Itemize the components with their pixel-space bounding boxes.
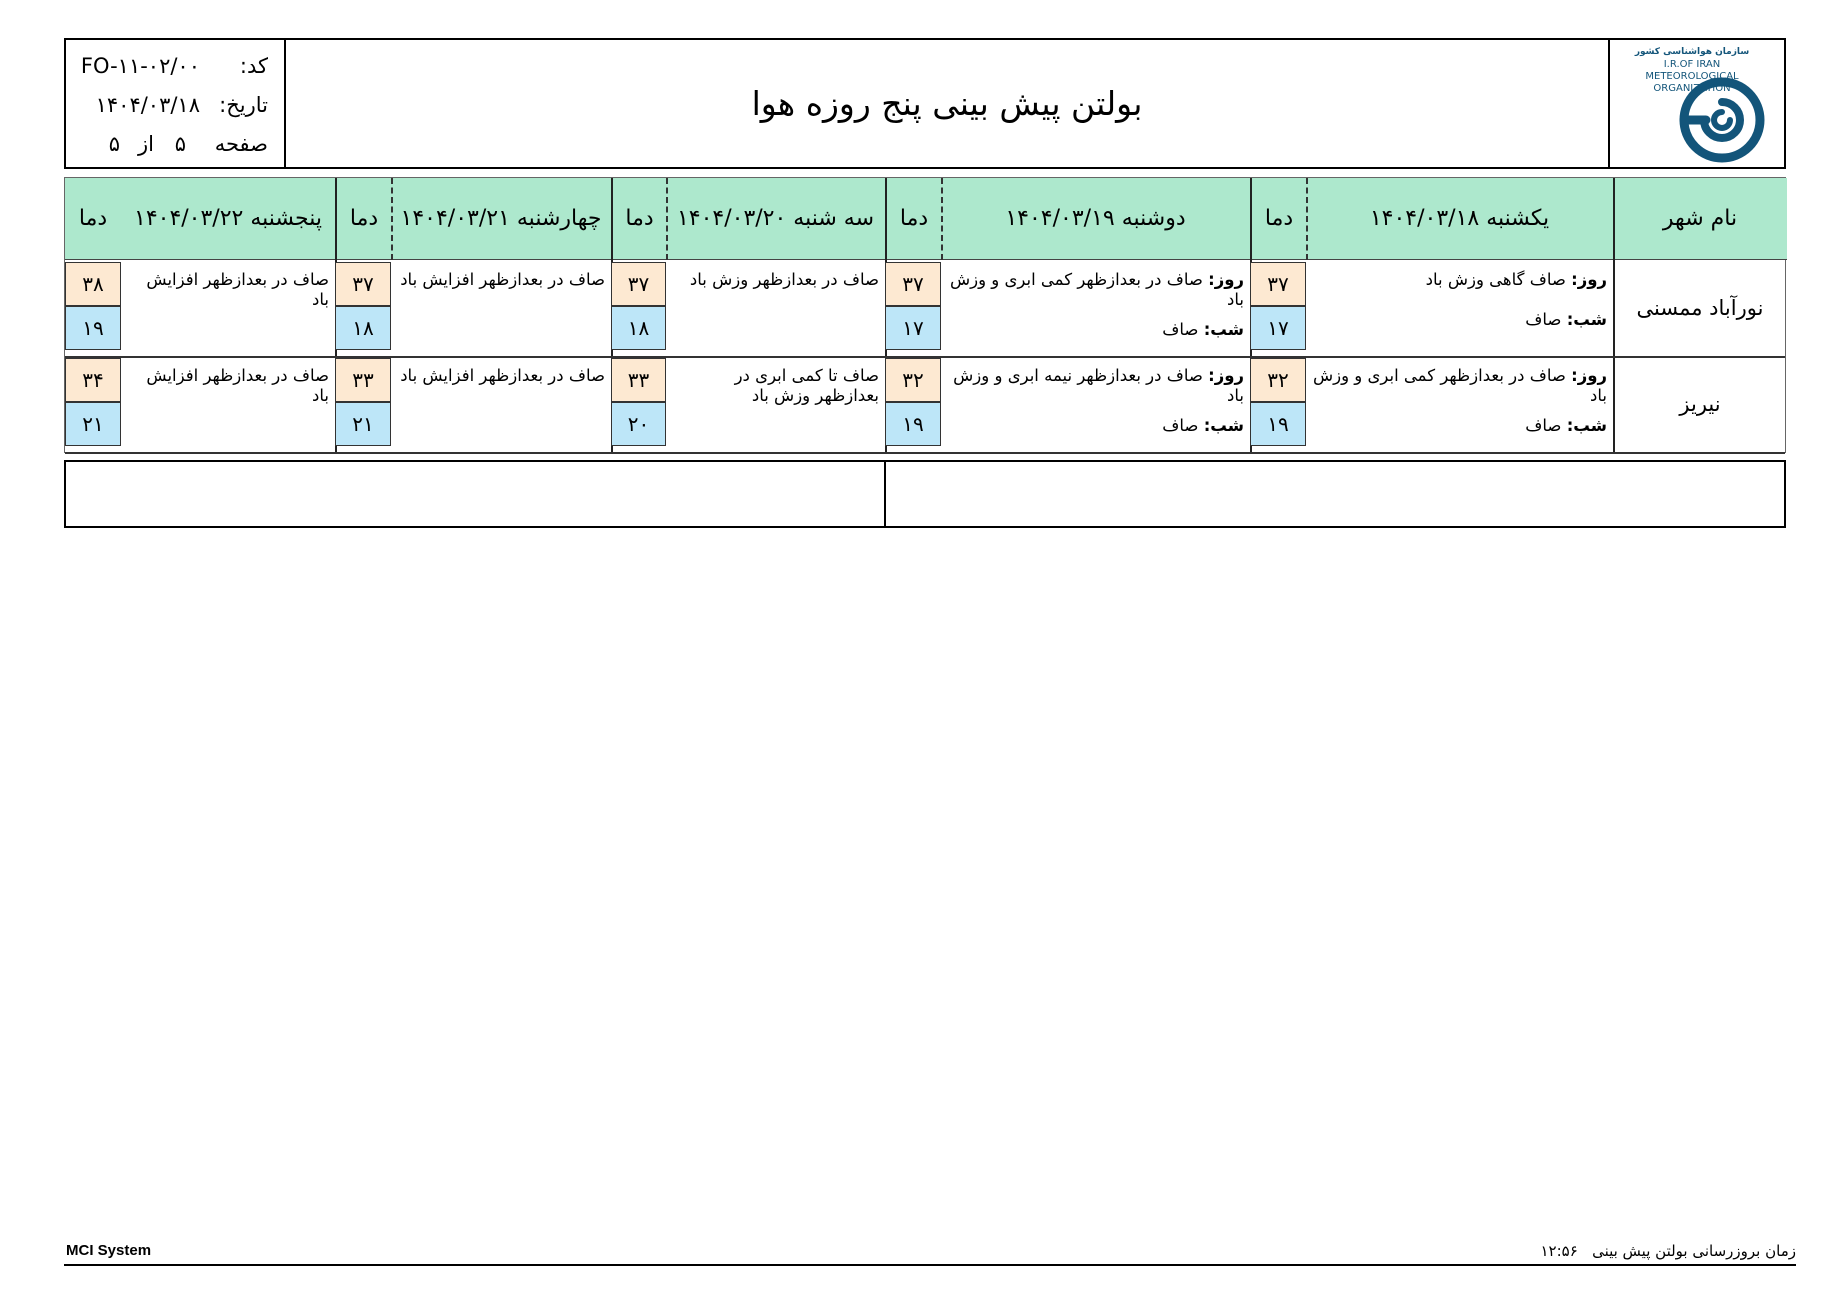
forecast-text: صاف در بعدازظهر افزایش باد (146, 270, 329, 309)
max-temp: ۳۸ (65, 262, 121, 306)
min-temp: ۲۱ (335, 402, 391, 446)
logo-text-en-2: METEOROLOGICAL (1645, 71, 1739, 82)
update-time: ۱۲:۵۶ (1540, 1242, 1578, 1260)
min-temp: ۱۹ (65, 306, 121, 350)
title-cell (284, 40, 1610, 167)
night-forecast-text: صاف (1525, 416, 1562, 435)
max-temp: ۳۷ (1250, 262, 1306, 306)
meta-page-of: از (138, 132, 154, 156)
night-label: شب: (1203, 320, 1244, 339)
day-forecast-text: صاف در بعدازظهر کمی ابری و وزش باد (1312, 366, 1607, 405)
day-label: روز: (1208, 366, 1244, 385)
col-divider (941, 178, 943, 260)
max-temp: ۳۳ (611, 358, 666, 402)
night-forecast-text: صاف (1162, 320, 1199, 339)
forecast-text: صاف در بعدازظهر افزایش باد (400, 366, 605, 385)
temp-header-3: دما (611, 178, 666, 260)
city-name: نورآباد ممسنی (1636, 296, 1764, 320)
max-temp: ۳۷ (335, 262, 391, 306)
day-header-4: چهارشنبه ۱۴۰۴/۰۳/۲۱ (391, 178, 611, 260)
col-divider (666, 178, 668, 260)
meta-date-row (66, 93, 284, 129)
min-temp: ۱۸ (335, 306, 391, 350)
bulletin-header (64, 38, 1786, 169)
min-temp: ۱۸ (611, 306, 666, 350)
notes-box (64, 460, 1786, 528)
min-temp: ۱۷ (885, 306, 941, 350)
min-temp: ۲۰ (611, 402, 666, 446)
update-label: زمان بروزرسانی بولتن پیش بینی (1592, 1242, 1796, 1260)
logo-text-en-1: I.R.OF IRAN (1663, 59, 1721, 70)
logo-text-fa: سازمان هواشناسی کشور (1634, 47, 1750, 57)
footer-rule (64, 1264, 1796, 1266)
notes-divider (884, 462, 886, 526)
night-label: شب: (1203, 416, 1244, 435)
meteorological-organization-logo (1610, 40, 1784, 171)
meta-page-current: ۵ (174, 132, 186, 156)
col-divider (391, 178, 393, 260)
col-divider (1306, 178, 1308, 260)
meta-code-label: کد: (239, 54, 268, 78)
forecast-text: صاف در بعدازظهر افزایش باد (146, 366, 329, 405)
temp-header-4: دما (335, 178, 391, 260)
night-forecast-text: صاف (1525, 310, 1562, 329)
day-forecast-text: صاف گاهی وزش باد (1425, 270, 1566, 289)
forecast-cell (941, 356, 1250, 452)
day-label: روز: (1208, 270, 1244, 289)
night-forecast (1525, 416, 1607, 436)
update-time-info (1540, 1242, 1796, 1260)
forecast-table (64, 177, 1786, 453)
day-header-1: یکشنبه ۱۴۰۴/۰۳/۱۸ (1306, 178, 1613, 260)
max-temp: ۳۲ (885, 358, 941, 402)
min-temp: ۱۹ (1250, 402, 1306, 446)
system-name: MCI System (66, 1242, 152, 1259)
min-temp: ۲۱ (65, 402, 121, 446)
day-header-2: دوشنبه ۱۴۰۴/۰۳/۱۹ (941, 178, 1250, 260)
temp-header-1: دما (1250, 178, 1306, 260)
meta-code-row (66, 54, 284, 90)
meta-code-value: FO-۱۱-۰۲/۰۰ (80, 54, 200, 78)
forecast-cell (1306, 260, 1613, 356)
min-temp: ۱۹ (885, 402, 941, 446)
forecast-cell (941, 260, 1250, 356)
page-title: بولتن پیش بینی پنج روزه هوا (751, 84, 1143, 123)
max-temp: ۳۲ (1250, 358, 1306, 402)
row-divider (65, 452, 1785, 454)
max-temp: ۳۷ (611, 262, 666, 306)
forecast-text: صاف در بعدازظهر افزایش باد (400, 270, 605, 289)
document-meta (66, 40, 286, 167)
forecast-text: صاف در بعدازظهر وزش باد (689, 270, 879, 289)
city-column-header: نام شهر (1613, 178, 1787, 260)
day-label: روز: (1571, 366, 1607, 385)
min-temp: ۱۷ (1250, 306, 1306, 350)
night-forecast (1162, 320, 1244, 340)
logo-cell (1608, 40, 1784, 167)
max-temp: ۳۴ (65, 358, 121, 402)
temp-header-2: دما (885, 178, 941, 260)
day-forecast-text: صاف در بعدازظهر کمی ابری و وزش باد (949, 270, 1244, 309)
night-forecast-text: صاف (1162, 416, 1199, 435)
night-label: شب: (1566, 310, 1607, 329)
max-temp: ۳۷ (885, 262, 941, 306)
meta-page-row (66, 132, 284, 168)
forecast-text: صاف تا کمی ابری در بعدازظهر وزش باد (734, 366, 879, 405)
night-forecast (1162, 416, 1244, 436)
forecast-cell (1306, 356, 1613, 452)
temp-header-5: دما (65, 178, 121, 260)
day-header-5: پنجشنبه ۱۴۰۴/۰۳/۲۲ (121, 178, 335, 260)
meta-page-total: ۵ (108, 132, 120, 156)
night-label: شب: (1566, 416, 1607, 435)
meta-date-value: ۱۴۰۴/۰۳/۱۸ (95, 93, 200, 117)
day-label: روز: (1571, 270, 1607, 289)
meta-page-label: صفحه (214, 132, 268, 156)
max-temp: ۳۳ (335, 358, 391, 402)
night-forecast (1525, 310, 1607, 330)
meta-date-label: تاریخ: (219, 93, 268, 117)
day-forecast-text: صاف در بعدازظهر نیمه ابری و وزش باد (953, 366, 1244, 405)
day-header-3: سه شنبه ۱۴۰۴/۰۳/۲۰ (666, 178, 885, 260)
logo-text-en-3: ORGANIZATION (1653, 83, 1731, 94)
city-name: نیریز (1679, 392, 1721, 416)
